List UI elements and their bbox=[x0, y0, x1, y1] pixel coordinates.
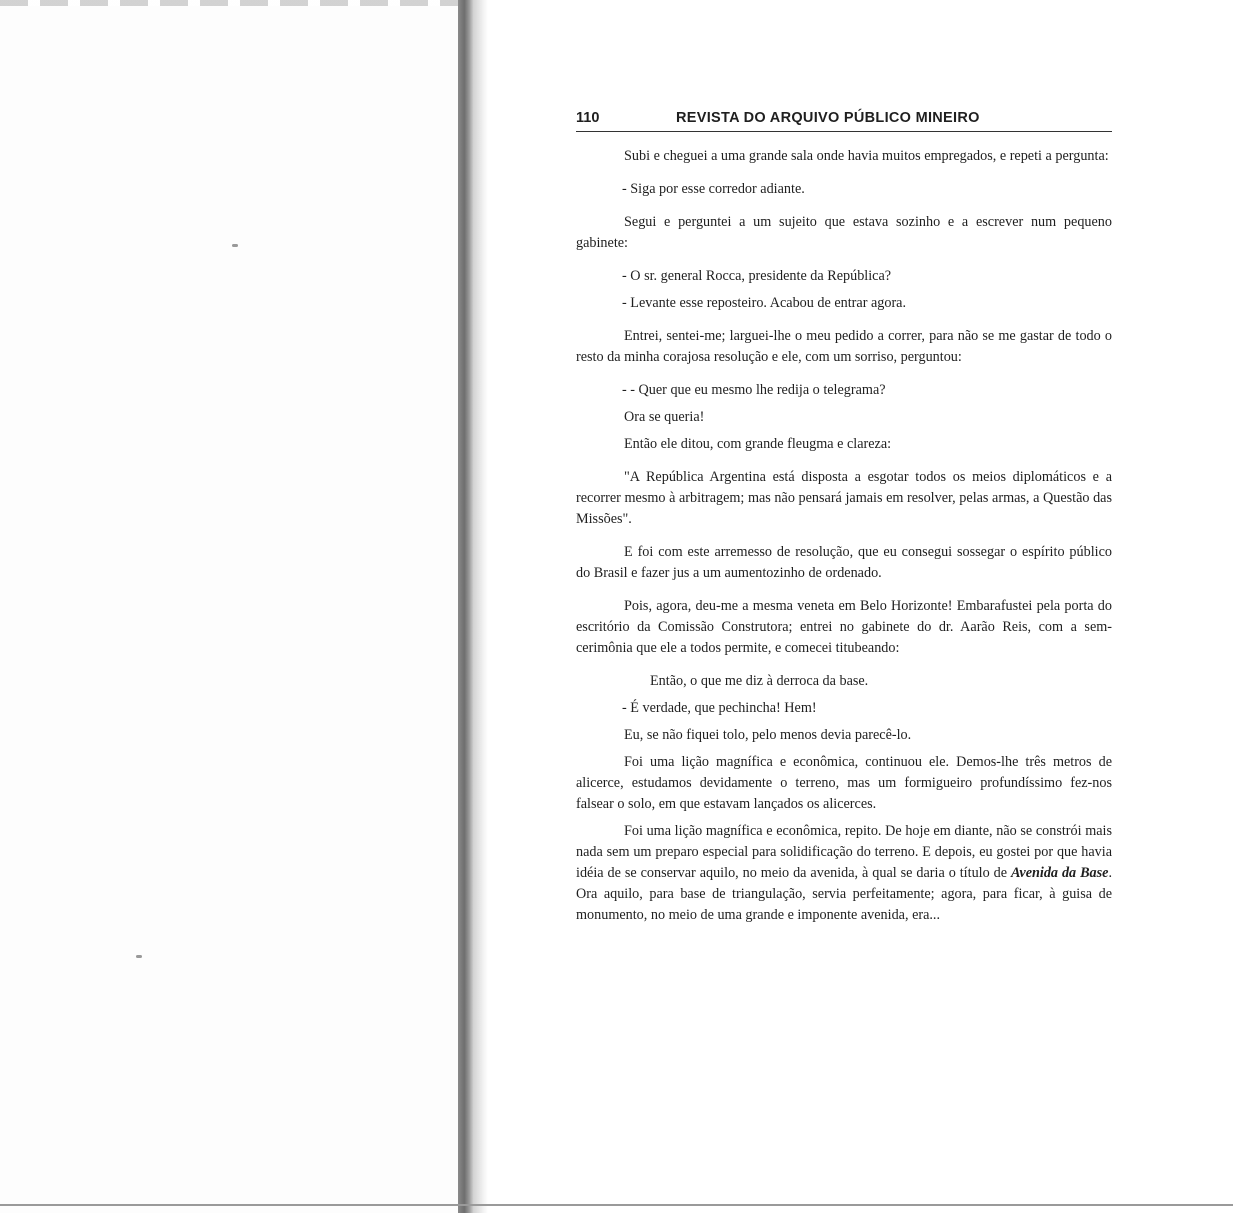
paragraph: Foi uma lição magnífica e econômica, continuou ele. Demos-lhe três metros de alicerce, estudamos devidamente o terreno, mas um formigueiro profundíssimo fez-nos falsear o solo, em que estavam lançados os alicerces. bbox=[576, 754, 1112, 812]
dialog-line: Ora se queria! bbox=[624, 409, 705, 425]
right-page-content bbox=[576, 108, 1112, 938]
emphasized-title: Avenida da Base bbox=[1010, 865, 1109, 881]
dialog-line: - - Quer que eu mesmo lhe redija o telegrama? bbox=[622, 382, 886, 398]
paragraph: Segui e perguntei a um sujeito que estava sozinho e a escrever num pequeno gabinete: bbox=[576, 214, 1112, 251]
paragraph-final bbox=[576, 821, 1112, 926]
paragraph: Subi e cheguei a uma grande sala onde havia muitos empregados, e repeti a pergunta: bbox=[624, 148, 1109, 164]
page-header bbox=[576, 108, 1112, 132]
paragraph: E foi com este arremesso de resolução, que eu consegui sossegar o espírito público do Brasil e fazer jus a um aumentozinho de ordenado. bbox=[576, 544, 1112, 581]
bottom-edge-line bbox=[0, 1204, 1233, 1206]
paragraph: Entrei, sentei-me; larguei-lhe o meu pedido a correr, para não se me gastar de todo o resto da minha corajosa resolução e ele, com um sorriso, perguntou: bbox=[576, 328, 1112, 365]
spine-shadow bbox=[474, 0, 488, 1213]
dialog-line: - Levante esse reposteiro. Acabou de entrar agora. bbox=[622, 295, 907, 311]
paragraph-text: . Ora aquilo, para base de triangulação, servia perfeitamente; agora, para ficar, à guisa de monumento, no meio de uma grande e imponente avenida, era... bbox=[576, 865, 1113, 923]
paragraph: Pois, agora, deu-me a mesma veneta em Belo Horizonte! Embarafustei pela porta do escritório da Comissão Construtora; entrei no gabinete do dr. Aarão Reis, com a sem-cerimônia que ele a todos permite, e comecei titubeando: bbox=[576, 598, 1112, 656]
book-spine bbox=[458, 0, 474, 1213]
scan-speck bbox=[136, 955, 142, 958]
quoted-telegram: "A República Argentina está disposta a esgotar todos os meios diplomáticos e a recorrer mesmo à arbitragem; mas não pensará jamais em resolver, pelas armas, a Questão das Missões". bbox=[576, 469, 1112, 527]
dialog-line: - É verdade, que pechincha! Hem! bbox=[622, 700, 817, 716]
scan-speck bbox=[232, 244, 238, 247]
left-blank-page bbox=[0, 0, 458, 1213]
paragraph-text: Foi uma lição magnífica e econômica, repito. De hoje em diante, não se constrói mais nada sem um preparo especial para solidificação do terreno. E depois, eu gostei por que havia idéia de se conservar aquilo, no meio da avenida, à qual se daria o título de bbox=[576, 823, 1112, 881]
dialog-line: Então ele ditou, com grande fleugma e clareza: bbox=[624, 436, 892, 452]
dialog-line: Então, o que me diz à derroca da base. bbox=[650, 673, 869, 689]
dialog-line: - O sr. general Rocca, presidente da República? bbox=[622, 268, 892, 284]
top-scan-strip bbox=[0, 0, 458, 6]
right-margin bbox=[1218, 0, 1233, 1213]
page-number: 110 bbox=[576, 110, 600, 126]
running-title: REVISTA DO ARQUIVO PÚBLICO MINEIRO bbox=[676, 110, 980, 126]
dialog-line: - Siga por esse corredor adiante. bbox=[622, 181, 805, 197]
paragraph: Eu, se não fiquei tolo, pelo menos devia parecê-lo. bbox=[624, 727, 912, 743]
